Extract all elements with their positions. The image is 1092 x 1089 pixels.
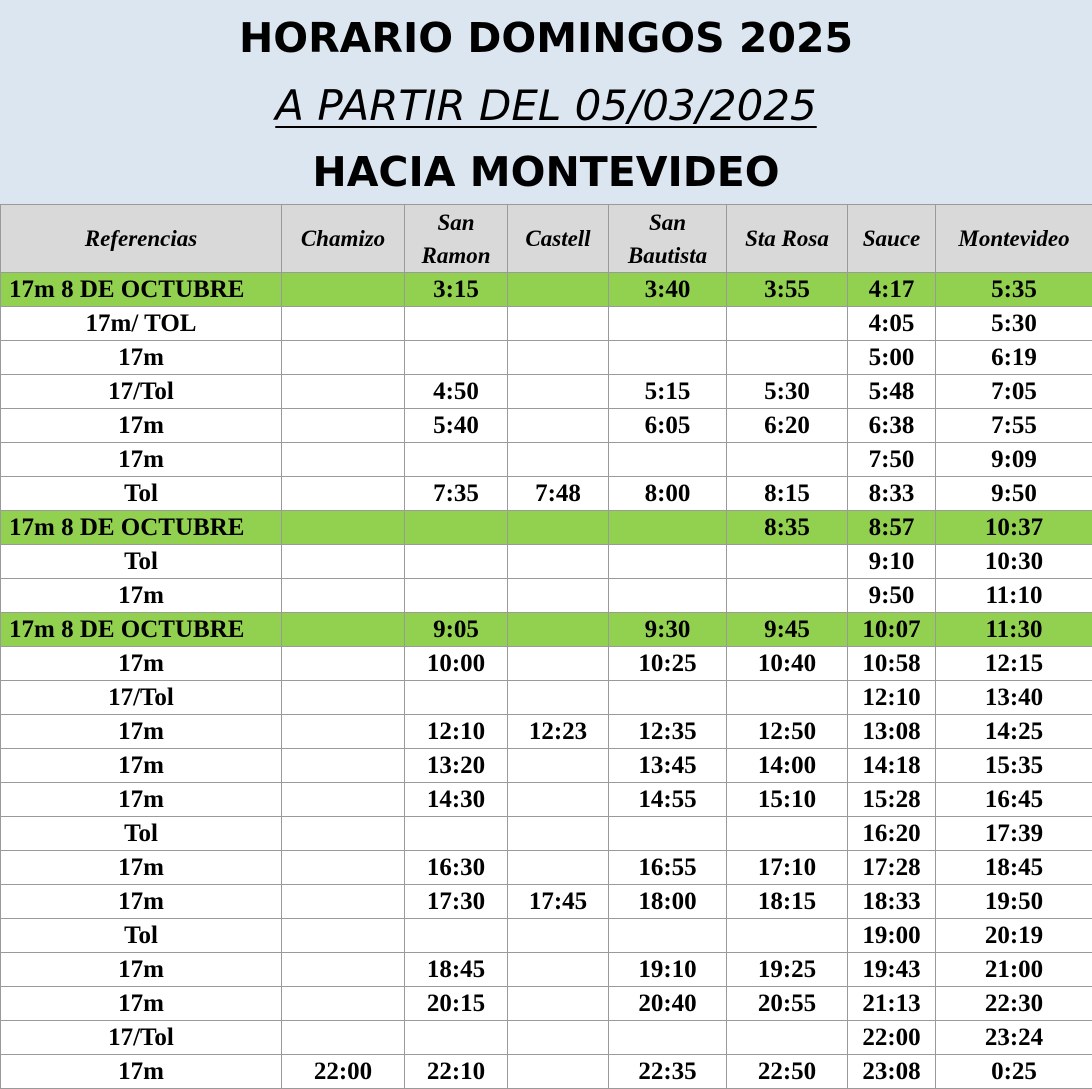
cell-referencia: 17m — [1, 409, 282, 443]
cell-san-ramon: 5:40 — [405, 409, 508, 443]
cell-chamizo — [282, 613, 405, 647]
cell-montevideo: 17:39 — [936, 817, 1092, 851]
cell-san-bautista — [609, 307, 727, 341]
cell-san-ramon — [405, 1021, 508, 1055]
cell-chamizo — [282, 1021, 405, 1055]
table-row — [1, 987, 1092, 1021]
cell-san-bautista — [609, 545, 727, 579]
cell-montevideo: 9:09 — [936, 443, 1092, 477]
cell-chamizo — [282, 477, 405, 511]
cell-montevideo: 10:30 — [936, 545, 1092, 579]
table-row — [1, 817, 1092, 851]
cell-san-ramon — [405, 443, 508, 477]
cell-castell — [508, 443, 609, 477]
cell-san-ramon: 22:10 — [405, 1055, 508, 1089]
cell-chamizo — [282, 715, 405, 749]
cell-san-ramon — [405, 817, 508, 851]
cell-sta-rosa: 10:40 — [727, 647, 848, 681]
cell-san-bautista: 9:30 — [609, 613, 727, 647]
cell-san-bautista: 10:25 — [609, 647, 727, 681]
cell-castell — [508, 1021, 609, 1055]
cell-sta-rosa: 12:50 — [727, 715, 848, 749]
cell-chamizo — [282, 783, 405, 817]
cell-sta-rosa — [727, 579, 848, 613]
cell-san-ramon: 9:05 — [405, 613, 508, 647]
cell-referencia: 17m — [1, 341, 282, 375]
cell-chamizo — [282, 443, 405, 477]
cell-referencia: 17m 8 DE OCTUBRE — [1, 273, 282, 307]
cell-sta-rosa: 8:35 — [727, 511, 848, 545]
cell-referencia: 17/Tol — [1, 375, 282, 409]
cell-castell — [508, 409, 609, 443]
schedule-effective-date — [0, 79, 1092, 133]
cell-sauce: 9:50 — [848, 579, 936, 613]
cell-sauce: 9:10 — [848, 545, 936, 579]
schedule-header — [0, 0, 1092, 204]
cell-chamizo — [282, 953, 405, 987]
cell-san-ramon: 3:15 — [405, 273, 508, 307]
cell-sauce: 16:20 — [848, 817, 936, 851]
cell-montevideo: 15:35 — [936, 749, 1092, 783]
cell-castell — [508, 919, 609, 953]
cell-san-ramon: 13:20 — [405, 749, 508, 783]
cell-san-bautista — [609, 681, 727, 715]
cell-castell — [508, 851, 609, 885]
cell-san-bautista: 19:10 — [609, 953, 727, 987]
cell-chamizo — [282, 681, 405, 715]
cell-montevideo: 21:00 — [936, 953, 1092, 987]
table-row — [1, 749, 1092, 783]
cell-san-bautista: 6:05 — [609, 409, 727, 443]
cell-san-bautista — [609, 443, 727, 477]
cell-referencia: 17m 8 DE OCTUBRE — [1, 613, 282, 647]
cell-castell — [508, 273, 609, 307]
column-header-san-ramon: San Ramon — [405, 205, 508, 273]
table-row — [1, 613, 1092, 647]
cell-sauce: 18:33 — [848, 885, 936, 919]
cell-san-bautista: 8:00 — [609, 477, 727, 511]
cell-montevideo: 23:24 — [936, 1021, 1092, 1055]
cell-sta-rosa: 6:20 — [727, 409, 848, 443]
cell-chamizo — [282, 749, 405, 783]
cell-chamizo — [282, 409, 405, 443]
cell-chamizo — [282, 647, 405, 681]
cell-referencia: 17m/ TOL — [1, 307, 282, 341]
cell-chamizo — [282, 987, 405, 1021]
cell-san-bautista — [609, 511, 727, 545]
cell-san-ramon — [405, 511, 508, 545]
cell-san-ramon: 4:50 — [405, 375, 508, 409]
cell-castell: 17:45 — [508, 885, 609, 919]
cell-chamizo — [282, 341, 405, 375]
cell-sta-rosa: 19:25 — [727, 953, 848, 987]
cell-castell — [508, 579, 609, 613]
cell-san-ramon — [405, 579, 508, 613]
cell-referencia: 17m 8 DE OCTUBRE — [1, 511, 282, 545]
cell-referencia: 17m — [1, 749, 282, 783]
cell-castell — [508, 341, 609, 375]
cell-sauce: 5:00 — [848, 341, 936, 375]
cell-castell — [508, 681, 609, 715]
cell-referencia: Tol — [1, 477, 282, 511]
cell-sta-rosa: 17:10 — [727, 851, 848, 885]
table-row — [1, 409, 1092, 443]
cell-castell — [508, 817, 609, 851]
cell-montevideo: 12:15 — [936, 647, 1092, 681]
cell-chamizo — [282, 919, 405, 953]
table-row — [1, 783, 1092, 817]
table-row — [1, 477, 1092, 511]
cell-sta-rosa: 15:10 — [727, 783, 848, 817]
column-header-sauce: Sauce — [848, 205, 936, 273]
cell-san-bautista: 5:15 — [609, 375, 727, 409]
cell-sauce: 13:08 — [848, 715, 936, 749]
cell-montevideo: 14:25 — [936, 715, 1092, 749]
column-header-chamizo: Chamizo — [282, 205, 405, 273]
table-row — [1, 273, 1092, 307]
cell-sauce: 5:48 — [848, 375, 936, 409]
cell-montevideo: 11:30 — [936, 613, 1092, 647]
cell-chamizo — [282, 579, 405, 613]
cell-sauce: 19:43 — [848, 953, 936, 987]
cell-san-bautista: 12:35 — [609, 715, 727, 749]
cell-montevideo: 10:37 — [936, 511, 1092, 545]
schedule-table — [0, 204, 1092, 1089]
cell-sta-rosa — [727, 307, 848, 341]
cell-montevideo: 0:25 — [936, 1055, 1092, 1089]
cell-referencia: 17m — [1, 579, 282, 613]
column-header-castell: Castell — [508, 205, 609, 273]
cell-san-bautista: 18:00 — [609, 885, 727, 919]
cell-chamizo: 22:00 — [282, 1055, 405, 1089]
cell-sta-rosa — [727, 545, 848, 579]
cell-sta-rosa — [727, 681, 848, 715]
cell-montevideo: 19:50 — [936, 885, 1092, 919]
cell-chamizo — [282, 307, 405, 341]
cell-sauce: 6:38 — [848, 409, 936, 443]
cell-sta-rosa — [727, 817, 848, 851]
cell-montevideo: 13:40 — [936, 681, 1092, 715]
cell-referencia: 17/Tol — [1, 681, 282, 715]
cell-san-ramon — [405, 919, 508, 953]
cell-castell — [508, 1055, 609, 1089]
cell-san-ramon — [405, 307, 508, 341]
table-row — [1, 919, 1092, 953]
cell-san-bautista: 22:35 — [609, 1055, 727, 1089]
cell-chamizo — [282, 511, 405, 545]
cell-referencia: Tol — [1, 919, 282, 953]
cell-montevideo: 7:05 — [936, 375, 1092, 409]
cell-castell — [508, 613, 609, 647]
cell-chamizo — [282, 545, 405, 579]
cell-san-ramon: 7:35 — [405, 477, 508, 511]
cell-referencia: Tol — [1, 545, 282, 579]
cell-san-ramon: 20:15 — [405, 987, 508, 1021]
cell-referencia: 17m — [1, 715, 282, 749]
cell-montevideo: 16:45 — [936, 783, 1092, 817]
cell-sauce: 8:57 — [848, 511, 936, 545]
cell-sauce: 19:00 — [848, 919, 936, 953]
cell-montevideo: 18:45 — [936, 851, 1092, 885]
cell-chamizo — [282, 885, 405, 919]
cell-referencia: 17m — [1, 851, 282, 885]
cell-castell — [508, 307, 609, 341]
cell-sta-rosa: 3:55 — [727, 273, 848, 307]
cell-san-ramon: 14:30 — [405, 783, 508, 817]
cell-castell — [508, 749, 609, 783]
cell-sta-rosa — [727, 1021, 848, 1055]
cell-san-bautista — [609, 341, 727, 375]
cell-sauce: 12:10 — [848, 681, 936, 715]
cell-san-bautista — [609, 579, 727, 613]
cell-referencia: 17m — [1, 885, 282, 919]
cell-sta-rosa: 9:45 — [727, 613, 848, 647]
cell-san-bautista: 14:55 — [609, 783, 727, 817]
cell-referencia: 17m — [1, 647, 282, 681]
cell-sauce: 4:05 — [848, 307, 936, 341]
cell-chamizo — [282, 851, 405, 885]
cell-san-bautista: 3:40 — [609, 273, 727, 307]
cell-san-bautista: 13:45 — [609, 749, 727, 783]
cell-sauce: 10:58 — [848, 647, 936, 681]
table-row — [1, 443, 1092, 477]
cell-sta-rosa — [727, 919, 848, 953]
table-row — [1, 851, 1092, 885]
cell-castell — [508, 545, 609, 579]
table-row — [1, 511, 1092, 545]
table-row — [1, 307, 1092, 341]
cell-referencia: 17m — [1, 987, 282, 1021]
cell-montevideo: 11:10 — [936, 579, 1092, 613]
table-row — [1, 545, 1092, 579]
table-row — [1, 953, 1092, 987]
cell-referencia: Tol — [1, 817, 282, 851]
cell-sta-rosa: 18:15 — [727, 885, 848, 919]
cell-san-bautista — [609, 919, 727, 953]
table-row — [1, 715, 1092, 749]
cell-montevideo: 20:19 — [936, 919, 1092, 953]
cell-sta-rosa: 14:00 — [727, 749, 848, 783]
cell-san-ramon: 18:45 — [405, 953, 508, 987]
table-row — [1, 341, 1092, 375]
cell-castell — [508, 953, 609, 987]
cell-referencia: 17m — [1, 443, 282, 477]
cell-castell — [508, 783, 609, 817]
cell-sauce: 23:08 — [848, 1055, 936, 1089]
table-row — [1, 1055, 1092, 1089]
cell-san-ramon: 12:10 — [405, 715, 508, 749]
cell-sta-rosa — [727, 341, 848, 375]
cell-montevideo: 7:55 — [936, 409, 1092, 443]
cell-sta-rosa: 5:30 — [727, 375, 848, 409]
cell-montevideo: 22:30 — [936, 987, 1092, 1021]
table-row — [1, 579, 1092, 613]
cell-sauce: 21:13 — [848, 987, 936, 1021]
cell-san-ramon: 16:30 — [405, 851, 508, 885]
cell-castell: 12:23 — [508, 715, 609, 749]
cell-montevideo: 6:19 — [936, 341, 1092, 375]
table-row — [1, 681, 1092, 715]
cell-chamizo — [282, 375, 405, 409]
cell-referencia: 17/Tol — [1, 1021, 282, 1055]
cell-san-ramon — [405, 545, 508, 579]
cell-montevideo: 9:50 — [936, 477, 1092, 511]
cell-castell: 7:48 — [508, 477, 609, 511]
cell-castell — [508, 375, 609, 409]
cell-sauce: 8:33 — [848, 477, 936, 511]
cell-sauce: 14:18 — [848, 749, 936, 783]
cell-sta-rosa: 20:55 — [727, 987, 848, 1021]
column-header-san-bautista: San Bautista — [609, 205, 727, 273]
cell-castell — [508, 647, 609, 681]
cell-montevideo: 5:30 — [936, 307, 1092, 341]
cell-sauce: 17:28 — [848, 851, 936, 885]
table-row — [1, 375, 1092, 409]
cell-sauce: 4:17 — [848, 273, 936, 307]
schedule-body — [1, 273, 1092, 1089]
schedule-title: HORARIO DOMINGOS 2025 — [238, 14, 854, 62]
schedule-direction: HACIA MONTEVIDEO — [312, 148, 780, 196]
effective-date-text: A PARTIR DEL 05/03/2025 — [275, 81, 817, 130]
cell-montevideo: 5:35 — [936, 273, 1092, 307]
column-header-referencias: Referencias — [1, 205, 282, 273]
cell-san-bautista: 16:55 — [609, 851, 727, 885]
cell-sta-rosa — [727, 443, 848, 477]
cell-chamizo — [282, 273, 405, 307]
cell-sauce: 22:00 — [848, 1021, 936, 1055]
cell-sta-rosa: 8:15 — [727, 477, 848, 511]
table-row — [1, 647, 1092, 681]
cell-castell — [508, 511, 609, 545]
cell-referencia: 17m — [1, 953, 282, 987]
table-header-row — [1, 205, 1092, 273]
cell-referencia: 17m — [1, 783, 282, 817]
cell-sta-rosa: 22:50 — [727, 1055, 848, 1089]
cell-san-bautista: 20:40 — [609, 987, 727, 1021]
column-header-sta-rosa: Sta Rosa — [727, 205, 848, 273]
cell-sauce: 7:50 — [848, 443, 936, 477]
cell-san-ramon — [405, 341, 508, 375]
cell-san-bautista — [609, 1021, 727, 1055]
column-header-montevideo: Montevideo — [936, 205, 1092, 273]
cell-san-ramon — [405, 681, 508, 715]
cell-sauce: 10:07 — [848, 613, 936, 647]
cell-san-ramon: 17:30 — [405, 885, 508, 919]
cell-castell — [508, 987, 609, 1021]
cell-referencia: 17m — [1, 1055, 282, 1089]
cell-san-bautista — [609, 817, 727, 851]
cell-san-ramon: 10:00 — [405, 647, 508, 681]
table-row — [1, 885, 1092, 919]
cell-sauce: 15:28 — [848, 783, 936, 817]
cell-chamizo — [282, 817, 405, 851]
table-row — [1, 1021, 1092, 1055]
